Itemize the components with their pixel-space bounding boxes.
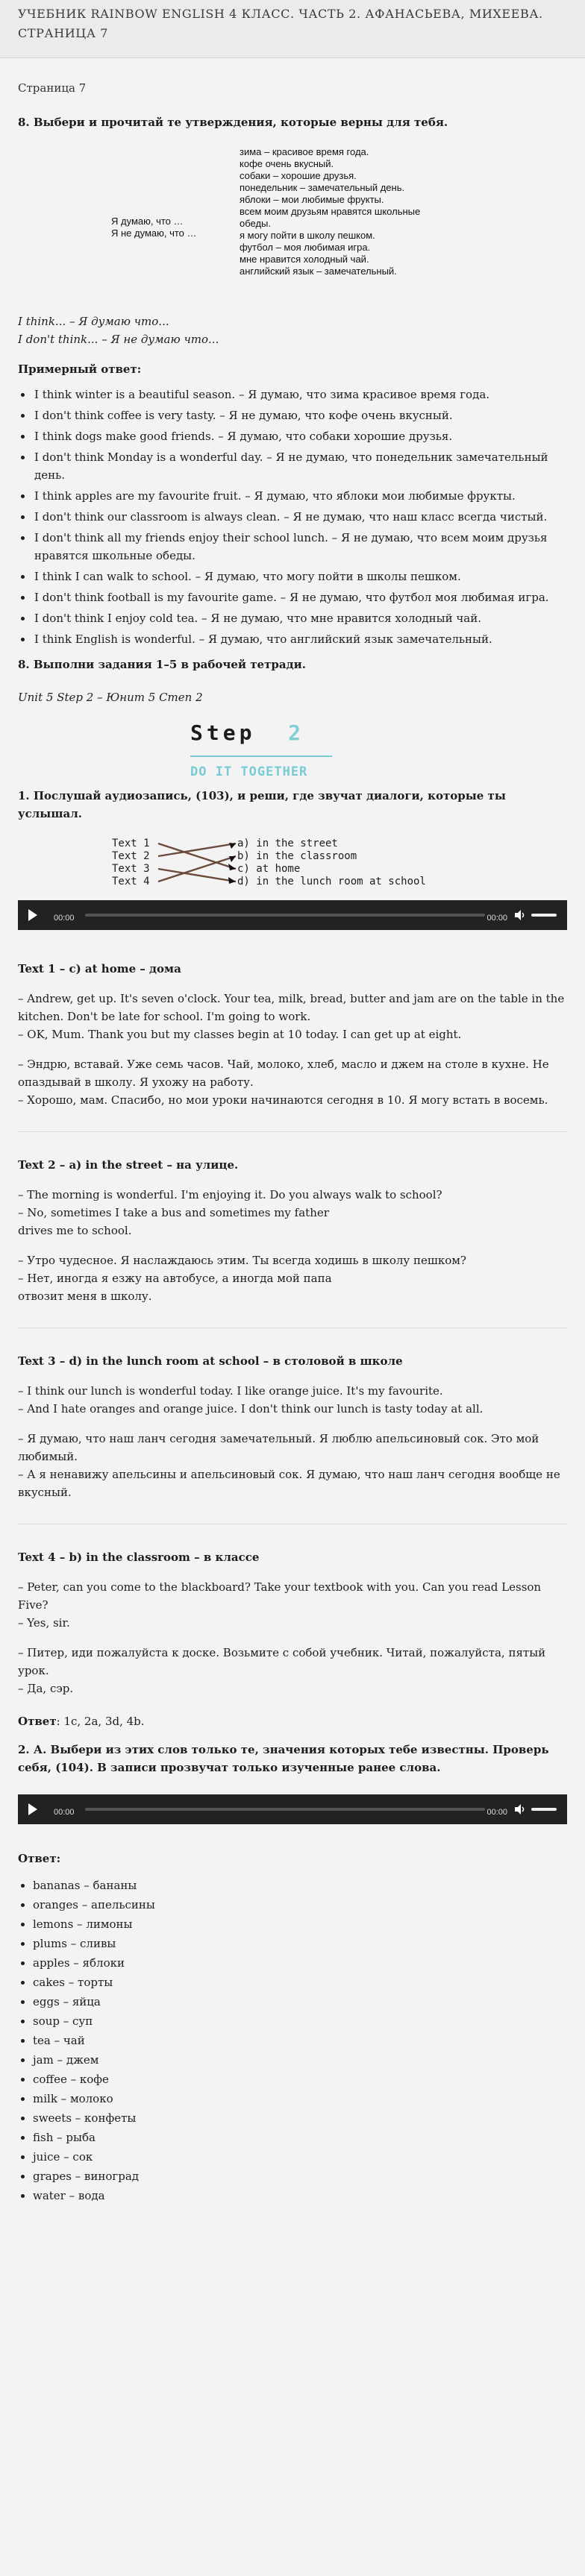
statement-line: английский язык – замечательный. [240, 266, 397, 277]
statements-right [240, 146, 493, 277]
arrowhead-icon [229, 856, 236, 862]
word-item: • bananas – бананы [33, 1876, 567, 1894]
hint-en: I don't think... [18, 333, 98, 346]
answer-item: • I don't think our classroom is always clean. – Я не думаю, что наш класс всегда чистый. [33, 508, 567, 526]
text-1-heading: Text 1 – c) at home – дома [18, 962, 181, 976]
step-subtitle: DO IT TOGETHER [190, 764, 308, 779]
hint-ru: – Я не думаю что... [98, 333, 219, 346]
arrowhead-icon [228, 877, 236, 884]
statement-line: яблоки – мои любимые фрукты. [240, 194, 384, 205]
match-right-column [237, 838, 426, 888]
word-item: • coffee – кофе [33, 2070, 567, 2088]
step-title [190, 720, 305, 745]
statement-line: кофе очень вкусный. [240, 158, 334, 169]
dialogue-line: – No, sometimes I take a bus and sometimes my father drives me to school. [18, 1206, 329, 1237]
statement-left-line: Я не думаю, что … [111, 227, 197, 239]
duration-time: 00:00 [487, 1808, 507, 1817]
statement-line: я могу пойти в школу пешком. [240, 230, 375, 241]
duration-time: 00:00 [487, 914, 507, 923]
play-icon[interactable] [28, 1803, 37, 1815]
answer-heading: Примерный ответ: [18, 362, 142, 376]
hint-en: I think... [18, 315, 66, 328]
word-item: • sweets – конфеты [33, 2109, 567, 2127]
dialogue-line: – Утро чудесное. Я наслаждаюсь этим. Ты всегда ходишь в школу пешком? [18, 1254, 466, 1267]
answer-1-line [18, 1712, 567, 1730]
word-item: • jam – джем [33, 2051, 567, 2069]
word-item: • fish – рыба [33, 2129, 567, 2146]
match-line [158, 844, 236, 869]
word-item: • water – вода [33, 2187, 567, 2205]
answer-item: • I think apples are my favourite fruit. – Я думаю, что яблоки мои любимые фрукты. [33, 487, 567, 505]
word-item: • cakes – торты [33, 1973, 567, 1991]
matching-figure [18, 833, 567, 897]
word-item: • tea – чай [33, 2032, 567, 2049]
task-8b-title: 8. Выполни задания 1–5 в рабочей тетради. [18, 658, 306, 671]
match-left-column [112, 838, 150, 888]
word-item: • soup – суп [33, 2012, 567, 2030]
play-icon[interactable] [28, 909, 37, 921]
word-item: • lemons – лимоны [33, 1915, 567, 1933]
answer-item: • I don't think football is my favourite game. – Я не думаю, что футбол моя любимая игра. [33, 588, 567, 606]
hint-line [18, 330, 567, 348]
match-left-item: Text 1 [112, 838, 150, 849]
answer-label: Примерный ответ [18, 362, 137, 376]
statements-left [111, 216, 238, 239]
answer-item: • I don't think coffee is very tasty. – Я не думаю, что кофе очень вкусный. [33, 406, 567, 424]
statement-line: собаки – хорошие друзья. [240, 170, 357, 181]
statement-line: понедельник – замечательный день. [240, 182, 405, 193]
statement-line: всем моим друзьям нравятся школьные [240, 206, 421, 217]
arrowhead-icon [229, 843, 236, 849]
match-right-item: c) at home [237, 863, 301, 875]
text-2-russian [18, 1251, 567, 1305]
word-item: • oranges – апельсины [33, 1896, 567, 1914]
step-number: 2 [288, 720, 305, 745]
text-4-english [18, 1578, 567, 1632]
volume-slider[interactable] [531, 914, 557, 917]
task-1-title: 1. Послушай аудиозапись, (103), и реши, где звучат диалоги, которые ты услышал. [18, 789, 506, 820]
page-header [0, 0, 585, 58]
statement-line: обеды. [240, 218, 272, 229]
dialogue-line: – Нет, иногда я езжу на автобусе, а иногда мой папа отвозит меня в школу. [18, 1272, 332, 1303]
page-label: Страница 7 [18, 81, 87, 95]
match-right-item: b) in the classroom [237, 850, 357, 862]
dialogue-line: – And I hate oranges and orange juice. I don't think our lunch is tasty today at all. [18, 1402, 484, 1416]
answer-item: • I think winter is a beautiful season. – Я думаю, что зима красивое время года. [33, 386, 567, 403]
text-3-russian [18, 1430, 567, 1501]
text-4-russian [18, 1644, 567, 1697]
current-time: 00:00 [54, 914, 75, 923]
text-2-english [18, 1186, 567, 1240]
audio-player-2 [18, 1794, 567, 1824]
dialogue-line: – Хорошо, мам. Спасибо, но мои уроки начинаются сегодня в 10. Я могу встать в восемь. [18, 1093, 548, 1107]
match-line [158, 869, 236, 882]
text-3-english [18, 1382, 567, 1418]
answer-item: • I don't think Monday is a wonderful day. – Я не думаю, что понедельник замечательный день. [33, 448, 567, 484]
answer-item: • I don't think all my friends enjoy their school lunch. – Я не думаю, что всем моим друзья нравятся школьные обеды. [33, 529, 567, 565]
answer-1-value: : 1c, 2a, 3d, 4b. [56, 1715, 145, 1728]
dialogue-line: – Да, сэр. [18, 1682, 74, 1695]
text-2-heading: Text 2 – a) in the street – на улице. [18, 1158, 239, 1172]
statement-line: зима – красивое время года. [240, 146, 369, 157]
statement-line: футбол – моя любимая игра. [240, 242, 371, 253]
dialogue-line: – Я думаю, что наш ланч сегодня замечательный. Я люблю апельсиновый сок. Это мой любимый. [18, 1432, 539, 1463]
match-left-item: Text 2 [112, 850, 150, 862]
answer-2-label: Ответ [18, 1852, 57, 1865]
word-item: • juice – сок [33, 2148, 567, 2166]
word-item: • plums – сливы [33, 1935, 567, 1953]
dialogue-line: – Yes, sir. [18, 1616, 70, 1630]
dialogue-line: – I think our lunch is wonderful today. I like orange juice. It's my favourite. [18, 1384, 443, 1398]
unit-line: Unit 5 Step 2 – Юнит 5 Степ 2 [18, 691, 203, 704]
word-item: • milk – молоко [33, 2090, 567, 2108]
word-item: • apples – яблоки [33, 1954, 567, 1972]
step-banner [18, 720, 567, 779]
answer-1-label: Ответ [18, 1715, 57, 1728]
text-4-heading: Text 4 – b) in the classroom – в классе [18, 1551, 260, 1564]
seek-bar[interactable] [85, 914, 485, 917]
dialogue-line: – А я ненавижу апельсины и апельсиновый сок. Я думаю, что наш ланч сегодня вообще не вкусный. [18, 1468, 560, 1499]
statement-line: мне нравится холодный чай. [240, 254, 369, 265]
dialogue-line: – Эндрю, вставай. Уже семь часов. Чай, молоко, хлеб, масло и джем на столе в кухне. Не опаздывай в школу. Я ухожу на работу. [18, 1058, 549, 1089]
dialogue-line: – OK, Mum. Thank you but my classes begin at 10 today. I can get up at eight. [18, 1028, 462, 1041]
match-right-item: d) in the lunch room at school [237, 876, 426, 888]
current-time: 00:00 [54, 1808, 75, 1817]
step-underline [190, 755, 332, 757]
word-item: • eggs – яйца [33, 1993, 567, 2011]
match-line [158, 856, 236, 882]
statements-figure [18, 146, 567, 299]
page-title: УЧЕБНИК RAINBOW ENGLISH 4 КЛАСС. ЧАСТЬ 2. АФАНАСЬЕВА, МИХЕЕВА. СТРАНИЦА 7 [18, 7, 543, 40]
volume-icon[interactable] [515, 910, 525, 920]
text-1-russian [18, 1055, 567, 1109]
volume-slider[interactable] [531, 1808, 557, 1811]
volume-icon[interactable] [515, 1804, 525, 1815]
dialogue-line: – The morning is wonderful. I'm enjoying it. Do you always walk to school? [18, 1188, 442, 1201]
divider [18, 1131, 567, 1132]
text-1-english [18, 990, 567, 1043]
match-left-item: Text 4 [112, 876, 150, 888]
task-2-title: 2. А. Выбери из этих слов только те, значения которых тебе известны. Проверь себя, (104). В записи прозвучат только изученные ранее слова. [18, 1743, 549, 1774]
word-list [18, 1876, 567, 2205]
answer-item: • I think English is wonderful. – Я думаю, что английский язык замечательный. [33, 630, 567, 648]
word-item: • grapes – виноград [33, 2167, 567, 2185]
answer-list [18, 386, 567, 648]
answer-item: • I don't think I enjoy cold tea. – Я не думаю, что мне нравится холодный чай. [33, 609, 567, 627]
article-body [0, 79, 585, 2205]
hint-line [18, 312, 567, 330]
match-line [158, 844, 236, 856]
text-3-heading: Text 3 – d) in the lunch room at school – в столовой в школе [18, 1354, 403, 1368]
answer-2-heading: Ответ: [18, 1852, 61, 1865]
answer-item: • I think I can walk to school. – Я думаю, что могу пойти в школы пешком. [33, 568, 567, 585]
seek-bar[interactable] [85, 1808, 485, 1811]
dialogue-line: – Питер, иди пожалуйста к доске. Возьмите с собой учебник. Читай, пожалуйста, пятый урок. [18, 1646, 546, 1677]
statement-left-line: Я думаю, что … [111, 216, 184, 227]
task-8-title: 8. Выбери и прочитай те утверждения, которые верны для тебя. [18, 116, 448, 129]
audio-player [18, 900, 567, 930]
hint-ru: – Я думаю что... [66, 315, 169, 328]
dialogue-line: – Andrew, get up. It's seven o'clock. Your tea, milk, bread, butter and jam are on the table in the kitchen. Don't be late for school. I'm going to work. [18, 992, 565, 1023]
step-word: Step [190, 720, 256, 745]
answer-item: • I think dogs make good friends. – Я думаю, что собаки хорошие друзья. [33, 427, 567, 445]
dialogue-line: – Peter, can you come to the blackboard? Take your textbook with you. Can you read Lesson Five? [18, 1580, 542, 1612]
match-left-item: Text 3 [112, 863, 150, 875]
match-right-item: a) in the street [237, 838, 338, 849]
